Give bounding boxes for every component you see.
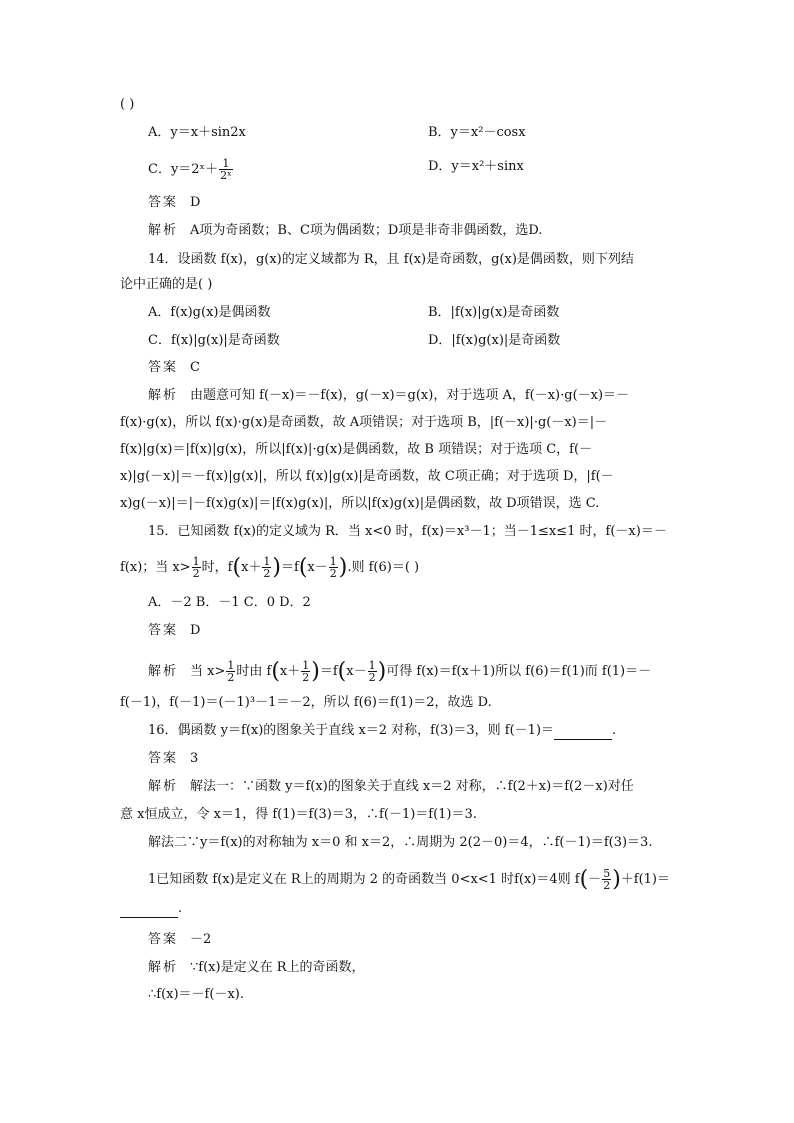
q14-option-a: A．f(x)g(x)是偶函数 xyxy=(148,305,271,320)
right-paren: ) xyxy=(377,658,387,684)
fraction: $\frac{1}{\text{2ˣ}}$ xyxy=(220,157,232,182)
q13-answer-paren: ( ) xyxy=(120,97,135,112)
q14-option-c: C．f(x)|g(x)|是奇函数 xyxy=(148,333,280,348)
q14-option-d: D．|f(x)g(x)|是奇函数 xyxy=(428,333,561,348)
q15-options: A．－2 B．－1 C．0 D．2 xyxy=(148,595,311,610)
q15-stem-line2: f(x)；当 x> $\frac{1}{2}$ 时，f(x＋ $\frac{1}{2}$ )＝f(x－ $\frac{1}{2}$ ).则 f(6)＝( ) xyxy=(120,554,420,580)
q17-answer: 答案 －2 xyxy=(148,932,212,947)
fraction: $\frac{1}{2}$ xyxy=(302,659,310,684)
q16-answer: 答案 3 xyxy=(148,751,199,766)
q14-analysis-line1: 解析 由题意可知 f(－x)＝－f(x)，g(－x)＝g(x)，对于选项 A，f(－x)·g(－x)＝－ xyxy=(148,388,630,403)
right-paren: ) xyxy=(338,554,348,580)
q14-stem-line1: 14．设函数 f(x)，g(x)的定义域都为 R，且 f(x)是奇函数，g(x)是偶函数，则下列结 xyxy=(148,252,634,267)
q14-analysis-line3: f(x)|g(x)＝|f(x)|g(x)，所以|f(x)|·g(x)是偶函数，故 B 项错误；对于选项 C，f(－ xyxy=(120,442,593,457)
q13-option-b: B．y＝x²－cosx xyxy=(428,125,526,140)
q13-option-d: D．y＝x²＋sinx xyxy=(428,159,524,174)
q16-stem: 16．偶函数 y＝f(x)的图象关于直线 x＝2 对称，f(3)＝3，则 f(－1)＝ . xyxy=(148,723,617,738)
q14-analysis-line2: f(x)·g(x)，所以 f(x)·g(x)是奇函数，故 A项错误；对于选项 B，|f(－x)|·g(－x)＝|－ xyxy=(120,415,608,430)
q13-analysis: 解析 A项为奇函数；B、C项为偶函数；D项是非奇非偶函数，选D. xyxy=(148,223,543,238)
q17-stem-line2: . xyxy=(0,900,794,918)
left-paren: ( xyxy=(579,866,589,892)
left-paren: ( xyxy=(232,554,242,580)
q13-option-a: A．y＝x＋sin2x xyxy=(148,125,246,140)
q16-analysis-line2: 意 x恒成立，令 x＝1，得 f(1)＝f(3)＝3，∴f(－1)＝f(1)＝3. xyxy=(120,807,477,822)
right-paren: ) xyxy=(612,866,621,892)
q14-analysis-line4: x)|g(－x)|＝－f(x)|g(x)|，所以 f(x)|g(x)|是奇函数，故 C项正确；对于选项 D，|f(－ xyxy=(120,469,614,484)
right-paren: ) xyxy=(311,658,320,684)
q17-stem-line1: 1已知函数 f(x)是定义在 R上的周期为 2 的奇函数当 0<x<1 时f(x)＝4则 f(－ $\frac{5}{2}$ )＋f(1)＝ xyxy=(148,866,671,892)
q16-analysis-line3: 解法二∵y＝f(x)的对称轴为 x＝0 和 x＝2，∴周期为 2(2－0)＝4，∴f(－1)＝f(3)＝3. xyxy=(148,835,653,850)
q15-analysis-line2: f(－1)，f(－1)＝(－1)³－1＝－2，所以 f(6)＝f(1)＝2，故选 D. xyxy=(120,695,492,710)
fraction: $\frac{1}{2}$ xyxy=(227,659,235,684)
left-paren: ( xyxy=(337,658,347,684)
left-paren: ( xyxy=(271,658,280,684)
left-paren: ( xyxy=(298,554,308,580)
q13-option-c: C．y＝2ˣ＋ $\frac{1}{\text{2ˣ}}$ xyxy=(148,157,232,182)
q16-analysis-line1: 解析 解法一：∵函数 y＝f(x)的图象关于直线 x＝2 对称，∴f(2＋x)＝f(2－x)对任 xyxy=(148,779,634,794)
fraction: $\frac{1}{2}$ xyxy=(192,555,200,580)
q14-option-b: B．|f(x)|g(x)是奇函数 xyxy=(428,305,560,320)
q13-answer: 答案 D xyxy=(148,195,201,210)
q15-answer: 答案 D xyxy=(148,623,201,638)
fraction: $\frac{5}{2}$ xyxy=(603,867,611,892)
q17-analysis-line1: 解析 ∵f(x)是定义在 R上的奇函数， xyxy=(148,960,365,975)
q14-stem-line2: 论中正确的是( ) xyxy=(120,277,213,292)
q15-analysis-line1: 解析 当 x> $\frac{1}{2}$ 时由 f(x＋ $\frac{1}{2}$ )＝f(x－ $\frac{1}{2}$ )可得 f(x)＝f(x＋1)所以 f(6)＝f(1)而 f(1)＝－ xyxy=(148,658,652,684)
answer-blank[interactable] xyxy=(554,725,612,740)
fraction: $\frac{1}{2}$ xyxy=(329,555,337,580)
q15-stem-line1: 15．已知函数 f(x)的定义域为 R．当 x<0 时，f(x)＝x³－1；当－1≤x≤1 时，f(－x)＝－ xyxy=(148,524,667,539)
right-paren: ) xyxy=(272,554,281,580)
fraction: $\frac{1}{2}$ xyxy=(263,555,271,580)
fraction: $\frac{1}{2}$ xyxy=(368,659,376,684)
answer-blank[interactable] xyxy=(120,903,178,918)
q14-analysis-line5: x)g(－x)|＝|－f(x)g(x)|＝|f(x)g(x)|，所以|f(x)g(x)|是偶函数，故 D项错误，选 C. xyxy=(120,496,600,511)
q14-answer: 答案 C xyxy=(148,360,200,375)
q17-analysis-line2: ∴f(x)＝－f(－x). xyxy=(148,987,244,1002)
